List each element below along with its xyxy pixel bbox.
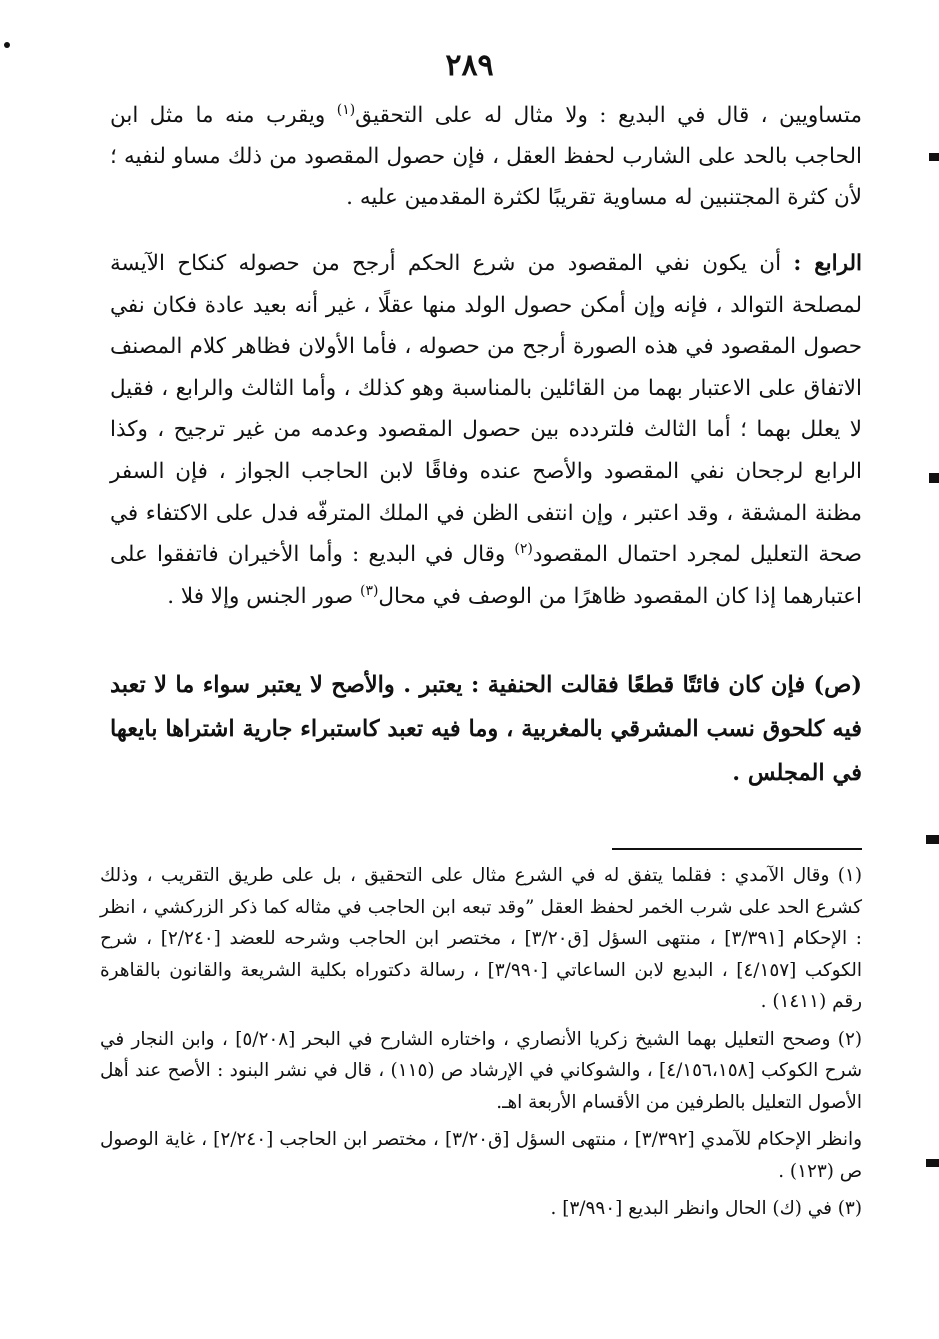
matn-marker: (ص) — [813, 672, 862, 698]
page-number: ٢٨٩ — [445, 48, 494, 83]
paragraph-heading: الرابع : — [793, 251, 862, 276]
scan-mark — [929, 473, 939, 483]
footnote-2 — [100, 1024, 862, 1119]
scan-mark — [926, 835, 939, 844]
footnotes — [100, 860, 862, 1231]
matn-paragraph — [110, 663, 862, 795]
footnote-number: (٢) — [837, 1028, 863, 1050]
footnote-text: في (ك) الحال وانظر البديع [٣/٩٩٠] . — [550, 1198, 838, 1219]
paragraph-text: صور الجنس وإلا فلا . — [167, 583, 360, 609]
body-paragraph-2 — [110, 243, 862, 617]
footnote-number: (١) — [837, 865, 862, 886]
footnote-2-continuation: وانظر الإحكام للآمدي [٣/٣٩٢] ، منتهى السؤل [ق٣/٢٠] ، مختصر ابن الحاجب [٢/٢٤٠] ، غاية الوصول ص (١٢٣) . — [100, 1129, 862, 1182]
paragraph-text: متساويين ، قال في البديع : ولا مثال له على التحقيق — [355, 103, 862, 128]
footnote-1 — [100, 860, 862, 1018]
footnote-number: (٣) — [837, 1198, 862, 1219]
footnote-ref: (٢) — [514, 541, 533, 557]
footnote-text: وقال الآمدي : فقلما يتفق له في الشرع مثال على التحقيق ، بل على طريق التقريب ، وذلك كشرع الحد على شرب الخمر لحفظ العقل ”وقد تبعه ابن الحاجب في مثاله كما ذكر الزركشي ، انظر : الإحكام [٣/٣٩١] ، منتهى السؤل [ق٣/٢٠] ، مختصر ابن الحاجب وشرحه للعضد [٢/٢٤٠] ، شرح الكوكب [٤/١٥٧] ، البديع لابن الساعاتي [٣/٩٩٠] ، رسالة دكتوراه بكلية الشريعة والقانون بالقاهرة رقم (١٤١١) . — [100, 865, 862, 1012]
paragraph-text: أن يكون نفي المقصود من شرع الحكم أرجح من حصوله كنكاح الآيسة لمصلحة التوالد ، فإنه وإن أمكن حصول الولد منها عقلًا ، غير أنه بعيد عادة فكان نفي حصول المقصود في هذه الصورة أرجح من حصوله ، فأما الأولان فظاهر كلام المصنف الاتفاق على الاعتبار بهما من القائلين بالمناسبة وهو كذلك ، وأما الثالث والرابع ، فقيل لا يعلل بهما ؛ أما الثالث فلتردده بين حصول المقصود وعدمه من غير ترجيح ، وكذا الرابع لرجحان نفي المقصود والأصح عنده وفاقًا لابن الحاجب الجواز ، فإن السفر مظنة المشقة ، وقد اعتبر ، وإن انتفى الظن في الملك المترفّه فدل على الاكتفاء في صحة التعليل لمجرد احتمال المقصود — [110, 251, 863, 568]
matn-text: فإن كان فائتًا قطعًا فقالت الحنفية : يعتبر . والأصح لا يعتبر سواء ما لا تعبد فيه كلحوق نسب المشرقي بالمغربية ، وما فيه تعبد كاستبراء جارية اشتراها بايعها في المجلس . — [110, 672, 862, 786]
scan-mark — [926, 1159, 939, 1167]
footnote-ref: (٣) — [359, 582, 379, 599]
scan-mark — [929, 153, 939, 161]
paragraph-text: ويقرب منه ما مثل ابن الحاجب بالحد على الشارب لحفظ العقل ، فإن حصول المقصود من ذلك مساو لنفيه ؛ لأن كثرة المجتنبين له مساوية تقريبًا لكثرة المقدمين عليه . — [110, 103, 862, 210]
footnote-divider — [612, 848, 862, 850]
body-paragraph-1 — [110, 95, 862, 218]
paragraph-text: وقال في البديع : وأما الأخيران فاتفقوا على اعتبارهما إذا كان المقصود ظاهرًا من الوصف في محال — [110, 542, 862, 609]
footnote-3 — [100, 1193, 862, 1225]
footnote-text: وصحح التعليل بهما الشيخ زكريا الأنصاري ، واختاره الشارح في البحر [٥/٢٠٨] ، وابن النجار في شرح الكوكب [٤/١٥٦،١٥٨] ، والشوكاني في الإرشاد ص (١١٥) ، قال في نشر البنود : الأصح عند أهل الأصول التعليل بالطرفين من الأقسام الأربعة اهـ. — [100, 1028, 863, 1113]
footnote-ref: (١) — [336, 101, 356, 118]
